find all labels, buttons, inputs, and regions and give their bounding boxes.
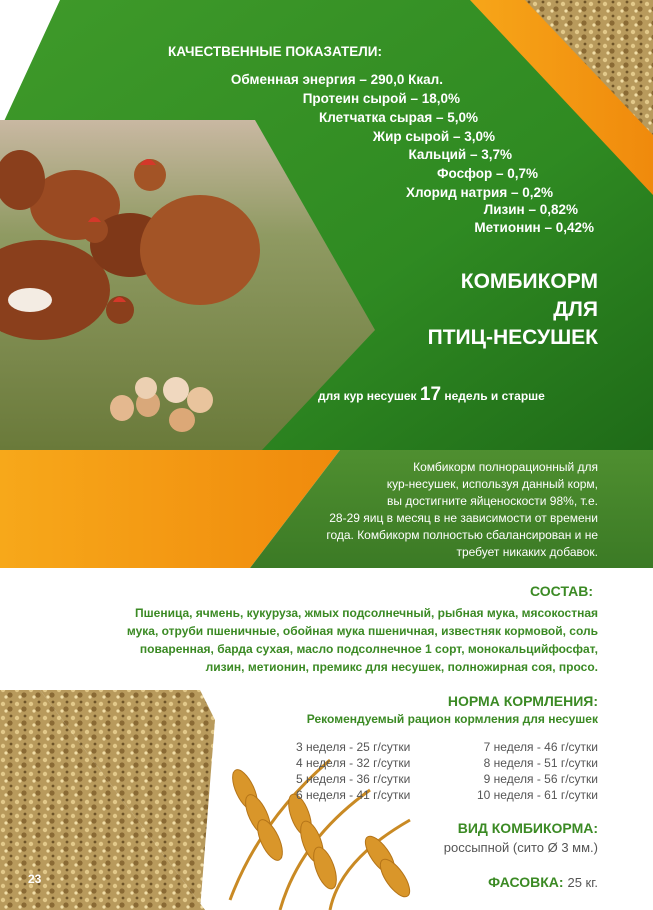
quality-heading: КАЧЕСТВЕННЫЕ ПОКАЗАТЕЛИ: <box>168 44 382 59</box>
quality-item: Обменная энергия – 290,0 Ккал. <box>230 72 443 87</box>
composition-line: поваренная, барда сухая, масло подсолнечное 1 сорт, монокальцийфосфат, <box>139 642 598 656</box>
packaging-value: 25 кг. <box>567 875 598 890</box>
title-line: ДЛЯ <box>553 298 598 321</box>
description-line: вы достигните яйценоскости 98%, т.е. <box>387 494 598 508</box>
product-subtitle <box>318 384 545 406</box>
quality-item: Протеин сырой – 18,0% <box>302 91 460 106</box>
description-line: года. Комбикорм полностью сбалансирован и не <box>326 528 598 542</box>
quality-item: Жир сырой – 3,0% <box>372 129 495 144</box>
description-line: требует никаких добавок. <box>456 545 598 559</box>
feeding-row: 5 неделя - 36 г/сутки <box>296 772 411 786</box>
feeding-row: 8 неделя - 51 г/сутки <box>483 756 598 770</box>
description-line: 28-29 яиц в месяц в не зависимости от времени <box>329 511 598 525</box>
composition-line: Пшеница, ячмень, кукуруза, жмых подсолнечный, рыбная мука, мясокостная <box>135 606 598 620</box>
quality-item: Хлорид натрия – 0,2% <box>406 185 553 200</box>
packaging-label: ФАСОВКА: <box>488 874 564 890</box>
description-line: кур-несушек, используя данный корм, <box>386 477 598 491</box>
composition-heading: СОСТАВ: <box>530 583 593 599</box>
quality-item: Фосфор – 0,7% <box>436 166 538 181</box>
feeding-heading: НОРМА КОРМЛЕНИЯ: <box>447 693 598 709</box>
title-line: КОМБИКОРМ <box>460 270 598 293</box>
title-line: ПТИЦ-НЕСУШЕК <box>427 326 598 349</box>
description-line: Комбикорм полнорационный для <box>413 460 598 474</box>
subtitle-suffix: недель и старше <box>441 389 545 403</box>
feeding-subheading: Рекомендуемый рацион кормления для несушек <box>306 712 598 726</box>
packaging <box>488 874 598 890</box>
feeding-row: 4 неделя - 32 г/сутки <box>296 756 411 770</box>
feed-type-value: россыпной (сито Ø 3 мм.) <box>443 840 598 855</box>
quality-item: Кальций – 3,7% <box>408 147 512 162</box>
quality-item: Лизин – 0,82% <box>483 202 578 217</box>
subtitle-weeks: 17 <box>419 384 442 405</box>
composition-line: лизин, метионин, премикс для несушек, полножирная соя, просо. <box>205 660 598 674</box>
quality-item: Метионин – 0,42% <box>474 220 594 235</box>
quality-item: Клетчатка сырая – 5,0% <box>318 110 478 125</box>
feeding-row: 7 неделя - 46 г/сутки <box>483 740 598 754</box>
subtitle-prefix: для кур несушек <box>318 389 420 403</box>
feeding-row: 3 неделя - 25 г/сутки <box>296 740 411 754</box>
page-number: 23 <box>28 872 42 886</box>
composition-line: мука, отруби пшеничные, обойная мука пшеничная, известняк кормовой, соль <box>126 624 598 638</box>
feed-type-heading: ВИД КОМБИКОРМА: <box>457 820 598 836</box>
feeding-row: 10 неделя - 61 г/сутки <box>476 788 598 802</box>
feeding-row: 6 неделя - 41 г/сутки <box>296 788 411 802</box>
feeding-row: 9 неделя - 56 г/сутки <box>483 772 598 786</box>
